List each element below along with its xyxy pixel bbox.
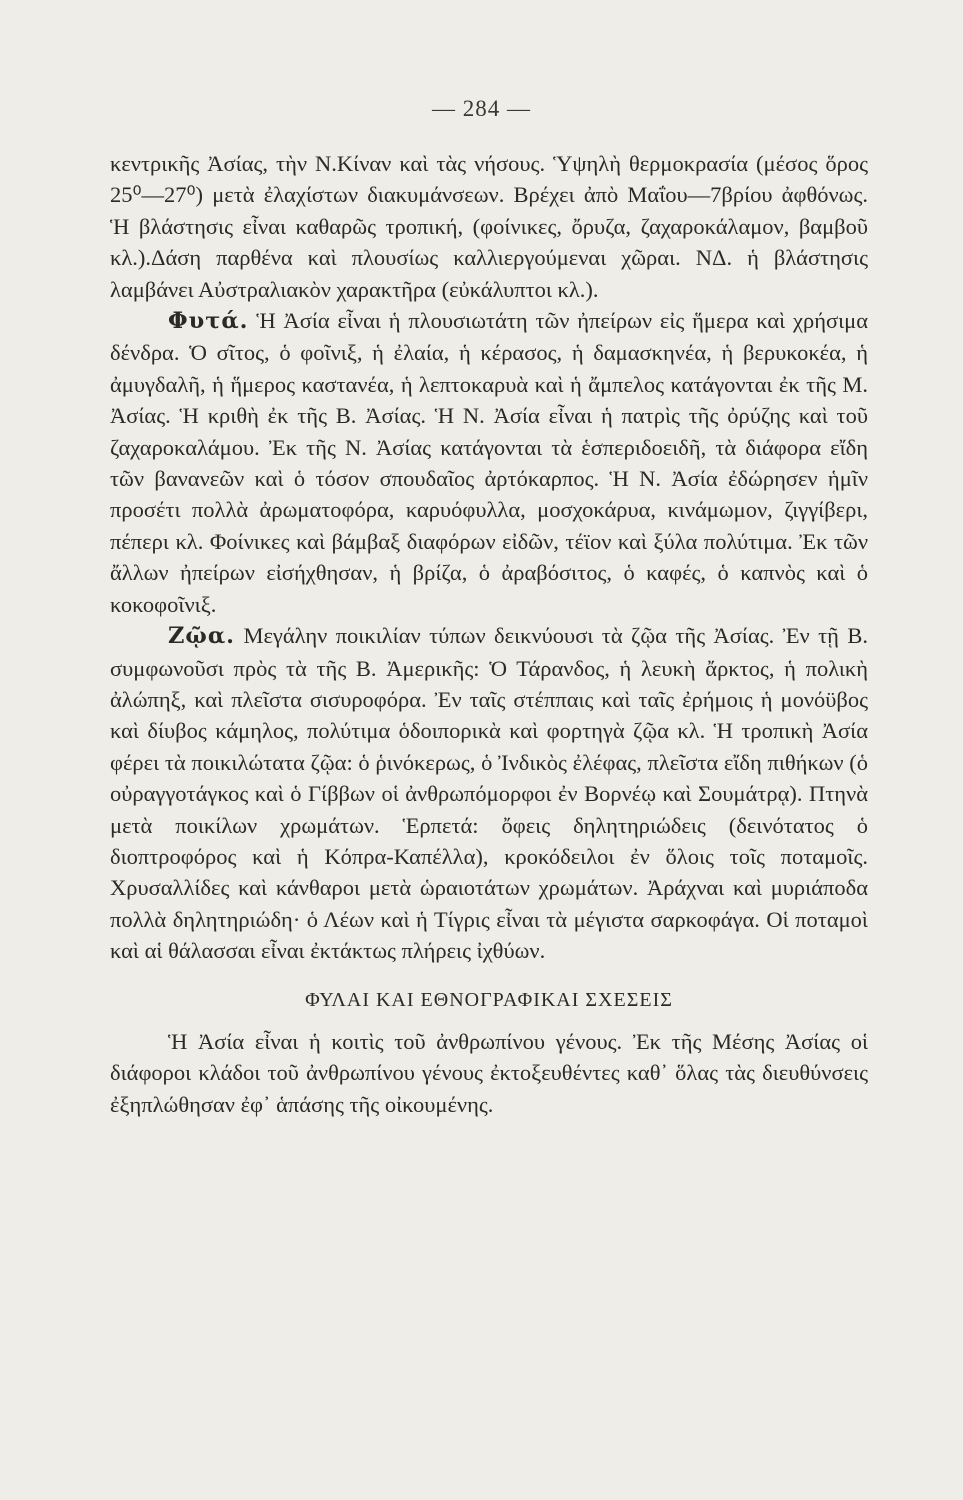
page-number: — 284 —: [432, 96, 531, 121]
paragraph-plants: [110, 305, 868, 620]
paragraph-animals: [110, 620, 868, 966]
paragraph-climate: κεντρικῆς Ἀσίας, τὴν Ν.Κίναν καὶ τὰς νήσους. Ὑψηλὴ θερμοκρασία (μέσος ὅρος 25⁰—27⁰) μετὰ ἐλαχίστων διακυμάνσεων. Βρέχει ἀπὸ Μαΐου—7βρίου ἀφθόνως. Ἡ βλάστησις εἶναι καθαρῶς τροπική, (φοίνικες, ὄρυζα, ζαχαροκάλαμον, βαμβοῦ κλ.).Δάση παρθένα καὶ πλουσίως καλλιεργούμεναι χῶραι. ΝΔ. ἡ βλάστησις λαμβάνει Αὐστραλιακὸν χαρακτῆρα (εὐκάλυπτοι κλ.).: [110, 151, 868, 302]
section-heading: ΦΥΛΑΙ ΚΑΙ ΕΘΝΟΓΡΑΦΙΚΑΙ ΣΧΕΣΕΙΣ: [305, 988, 673, 1011]
paragraph-peoples: Ἡ Ἀσία εἶναι ἡ κοιτὶς τοῦ ἀνθρωπίνου γένους. Ἐκ τῆς Μέσης Ἀσίας οἱ διάφοροι κλάδοι τοῦ ἀνθρωπίνου γένους ἐκτοξευθέντες καθ᾽ ὅλας τὰς διευθύνσεις ἐξηπλώθησαν ἐφ᾽ ἁπάσης τῆς οἰκουμένης.: [110, 1028, 868, 1117]
paragraph-animals-text: Μεγάλην ποικιλίαν τύπων δεικνύουσι τὰ ζῷα τῆς Ἀσίας. Ἐν τῇ Β. συμφωνοῦσι πρὸς τὰ τῆς Β. Ἀμερικῆς: Ὁ Τάρανδος, ἡ λευκὴ ἄρκτος, ἡ πολικὴ ἀλώπηξ, καὶ πλεῖστα σισυροφόρα. Ἐν ταῖς στέππαις καὶ ταῖς ἐρήμοις ἡ μονόϋβος καὶ δίυβος κάμηλος, πολύτιμα ὁδοιπορικὰ καὶ φορτηγὰ ζῷα κλ. Ἡ τροπικὴ Ἀσία φέρει τὰ ποικιλώτατα ζῷα: ὁ ῥινόκερως, ὁ Ἰνδικὸς ἐλέφας, πλεῖστα εἴδη πιθήκων (ὁ οὐραγγοτάγκος καὶ ὁ Γίββων οἱ ἀνθρωπόμορφοι ἐν Βορνέῳ καὶ Σουμάτρᾳ). Πτηνὰ μετὰ ποικίλων χρωμάτων. Ἑρπετά: ὄφεις δηλητηριώδεις (δεινότατος ὁ διοπτροφόρος καὶ ἡ Κόπρα-Καπέλλα), κροκόδειλοι ἐν ὅλοις τοῖς ποταμοῖς. Χρυσαλλίδες καὶ κάνθαροι μετὰ ὡραιοτάτων χρωμάτων. Ἀράχναι καὶ μυριάποδα πολλὰ δηλητηριώδη· ὁ Λέων καὶ ἡ Τίγρις εἶναι τὰ μέγιστα σαρκοφάγα. Οἱ ποταμοὶ καὶ αἱ θάλασσαι εἶναι ἐκτάκτως πλήρεις ἰχθύων.: [110, 623, 869, 964]
section-label-animals: Ζῷα.: [168, 623, 235, 650]
paragraph-plants-text: Ἡ Ἀσία εἶναι ἡ πλουσιωτάτη τῶν ἠπείρων εἰς ἥμερα καὶ χρήσιμα δένδρα. Ὁ σῖτος, ὁ φοῖνιξ, ἡ ἐλαία, ἡ κέρασος, ἡ δαμασκηνέα, ἡ βερυκοκέα, ἡ ἀμυγδαλῆ, ἡ ἥμερος καστανέα, ἡ λεπτοκαρυὰ καὶ ἡ ἄμπελος κατάγονται ἐκ τῆς Μ. Ἀσίας. Ἡ κριθὴ ἐκ τῆς Β. Ἀσίας. Ἡ Ν. Ἀσία εἶναι ἡ πατρὶς τῆς ὀρύζης καὶ τοῦ ζαχαροκαλάμου. Ἐκ τῆς Ν. Ἀσίας κατάγονται τὰ ἑσπεριδοειδῆ, τὰ διάφορα εἴδη τῶν βανανεῶν καὶ ὁ τόσον σπουδαῖος ἀρτόκαρπος. Ἡ Ν. Ἀσία ἐδώρησεν ἡμῖν προσέτι πολλὰ ἀρωματοφόρα, καρυόφυλλα, μοσχοκάρυα, κινάμωμον, ζιγγίβερι, πέπερι κλ. Φοίνικες καὶ βάμβαξ διαφόρων εἰδῶν, τέϊον καὶ ξύλα πολύτιμα. Ἐκ τῶν ἄλλων ἠπείρων εἰσήχθησαν, ἡ βρίζα, ὁ ἀραβόσιτος, ὁ καφές, ὁ καπνὸς καὶ ὁ κοκοφοῖνιξ.: [110, 308, 869, 617]
section-label-plants: Φυτά.: [168, 308, 249, 335]
body-text: [110, 148, 868, 1120]
